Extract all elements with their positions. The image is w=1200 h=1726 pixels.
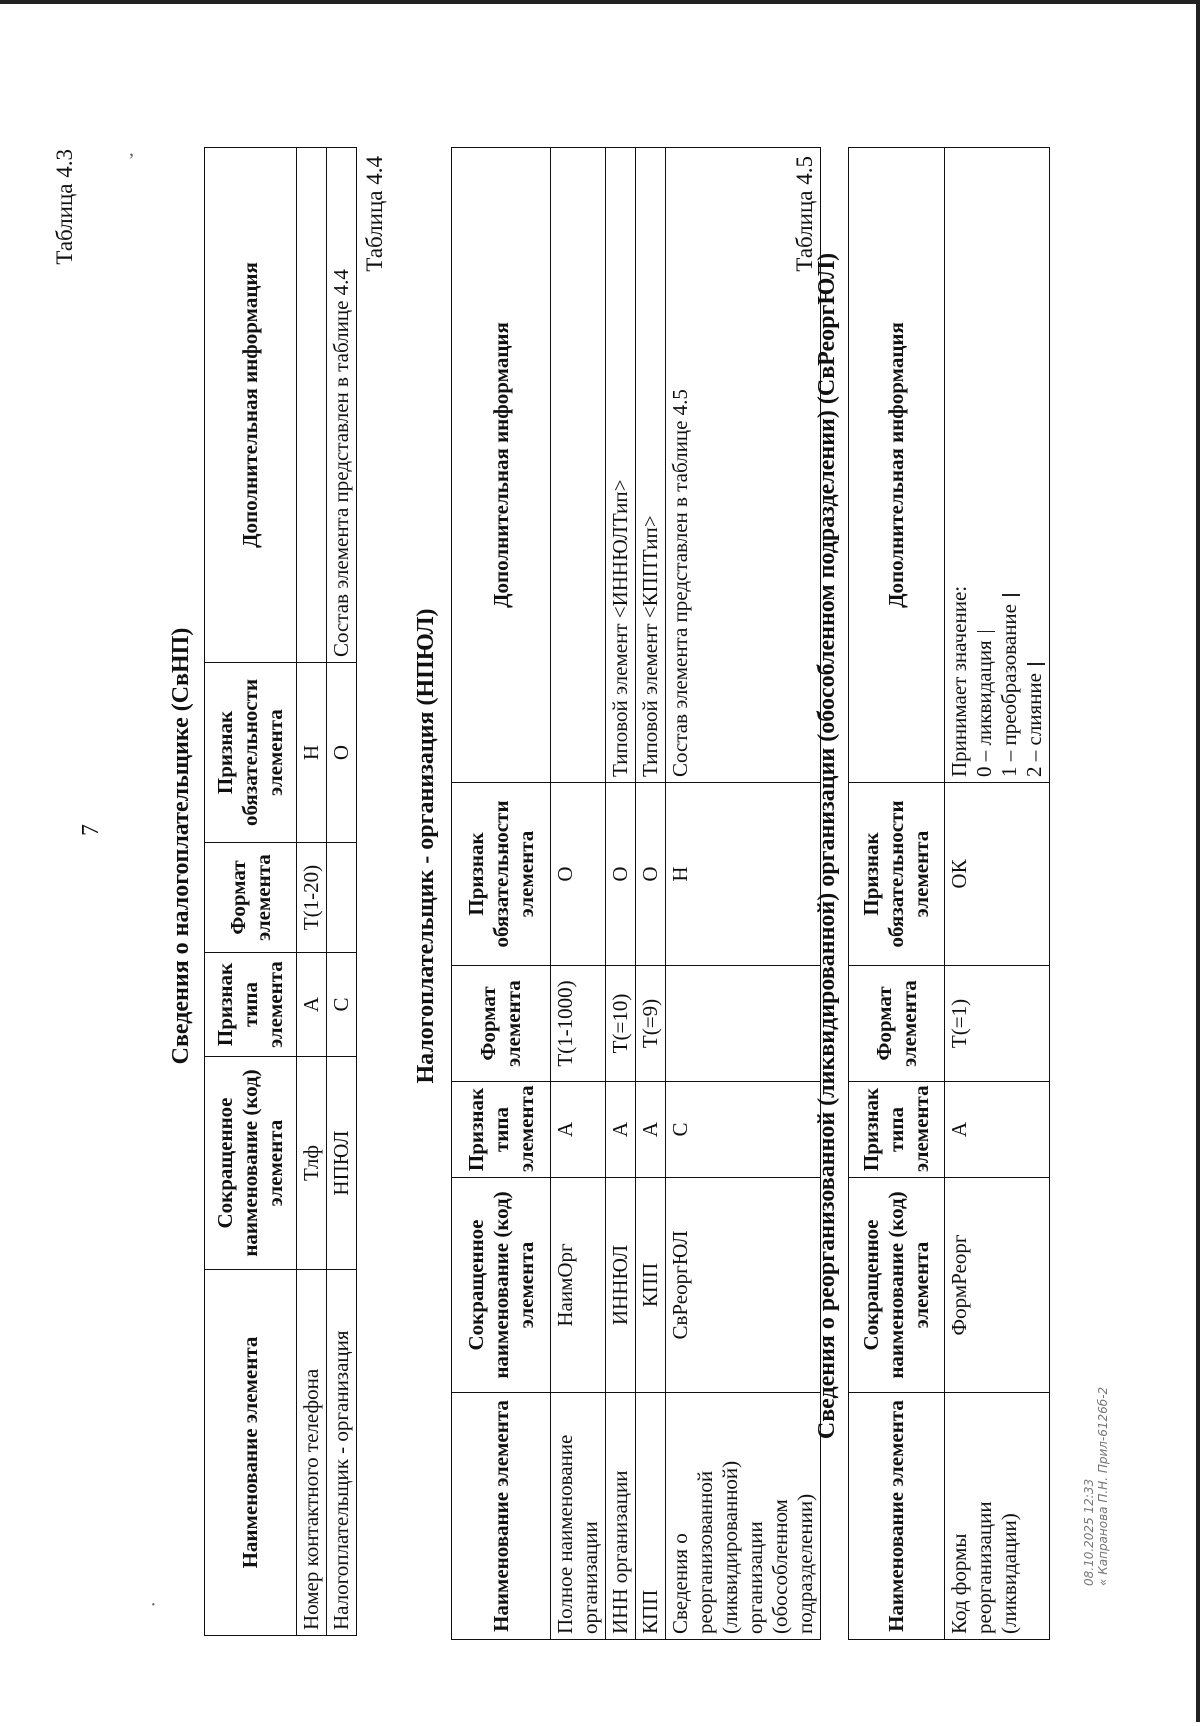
separator-mark [1002,595,1020,597]
table-4-5-title: Сведения о реорганизованной (ликвидированной) организации (обособленном подразделении) (СвРеоргЮЛ) [814,252,840,1440]
cell-info: Типовой элемент <КППТип> [636,148,666,783]
table-4-3 [204,147,357,1636]
document-stamp [1082,1387,1110,1586]
col-header-type: Признак типа элемента [849,1082,945,1178]
col-header-type: Признак типа элемента [205,953,297,1057]
separator-mark [1027,664,1045,666]
cell-type: А [945,1082,1050,1178]
cell-code: НаимОрг [551,1178,606,1393]
rotated-content [0,4,1200,1726]
col-header-info: Дополнительная информация [452,148,551,783]
col-header-code: Сокращенное наименование (код) элемента [205,1057,297,1270]
cell-type: С [327,953,357,1057]
col-header-name: Наименование элемента [205,1270,297,1636]
cell-type: С [666,1082,821,1178]
stamp-line: 08.10.2025 12:33 [1082,1478,1096,1586]
cell-code: СвРеоргЮЛ [666,1178,821,1393]
col-header-format: Формат элемента [452,966,551,1082]
cell-format [327,843,357,953]
cell-required: О [636,783,666,966]
cell-code: КПП [636,1178,666,1393]
col-header-type: Признак типа элемента [452,1082,551,1178]
separator-mark [977,631,995,633]
info-line-text: 1 – преобразование [997,604,1021,777]
table-4-5 [848,147,1050,1640]
cell-required: Н [297,663,327,843]
cell-code: ФормРеорг [945,1178,1050,1393]
cell-required: Н [666,783,821,966]
table-4-4-title: Налогоплательщик - организация (НПЮЛ) [413,608,439,1084]
info-line: Принимает значение: [947,585,971,777]
cell-type: А [297,953,327,1057]
cell-format: T(=1) [945,966,1050,1082]
cell-info [551,148,606,783]
cell-name: ИНН организации [606,1393,636,1640]
info-line [1022,153,1047,777]
table-4-5-caption: Таблица 4.5 [792,156,817,272]
col-header-name: Наименование элемента [452,1393,551,1640]
table-row [327,148,357,1636]
cell-name: Полное наименование организации [551,1393,606,1640]
table-row [636,148,666,1640]
scan-speck: ʼ [128,150,135,172]
cell-format: T(=9) [636,966,666,1082]
scan-speck: · [150,1594,157,1616]
cell-info: Типовой элемент <ИННЮЛТип> [606,148,636,783]
cell-format: T(=10) [606,966,636,1082]
table-row [606,148,636,1640]
col-header-required: Признак обязательности элемента [452,783,551,966]
cell-info [945,148,1050,783]
col-header-name: Наименование элемента [849,1393,945,1640]
cell-info [297,148,327,663]
info-line-text: 2 – слияние [1022,673,1046,777]
col-header-required: Признак обязательности элемента [849,783,945,966]
cell-required: ОК [945,783,1050,966]
cell-name: Код формы реорганизации (ликвидации) [945,1393,1050,1640]
cell-format: T(1-20) [297,843,327,953]
cell-required: О [606,783,636,966]
cell-code: ИННЮЛ [606,1178,636,1393]
col-header-info: Дополнительная информация [849,148,945,783]
cell-format: T(1-1000) [551,966,606,1082]
table-row [297,148,327,1636]
cell-info: Состав элемента представлен в таблице 4.5 [666,148,821,783]
cell-name: КПП [636,1393,666,1640]
cell-type: А [636,1082,666,1178]
col-header-format: Формат элемента [849,966,945,1082]
cell-format [666,966,821,1082]
col-header-format: Формат элемента [205,843,297,953]
cell-required: О [327,663,357,843]
col-header-info: Дополнительная информация [205,148,297,663]
cell-info: Состав элемента представлен в таблице 4.4 [327,148,357,663]
info-line [972,153,997,777]
table-4-3-caption: Таблица 4.3 [52,149,77,265]
table-4-4-caption: Таблица 4.4 [362,156,387,272]
cell-code: НПЮЛ [327,1057,357,1270]
cell-name: Налогоплательщик - организация [327,1270,357,1636]
info-line [997,153,1022,777]
table-row [945,148,1050,1640]
page-number: 7 [78,824,104,836]
table-4-3-title: Сведения о налогоплательщике (СвНП) [168,627,194,1065]
table-4-4 [451,147,821,1640]
cell-code: Тлф [297,1057,327,1270]
col-header-code: Сокращенное наименование (код) элемента [452,1178,551,1393]
col-header-code: Сокращенное наименование (код) элемента [849,1178,945,1393]
cell-type: А [606,1082,636,1178]
cell-name: Номер контактного телефона [297,1270,327,1636]
table-row [551,148,606,1640]
info-line-text: 0 – ликвидация [972,640,996,777]
cell-name: Сведения о реорганизованной (ликвидированной) организации (обособленном подразделении) [666,1393,821,1640]
cell-type: А [551,1082,606,1178]
stamp-line: « Капранова П.Н. Прил-6126б-2 [1096,1386,1110,1586]
cell-required: О [551,783,606,966]
col-header-required: Признак обязательности элемента [205,663,297,843]
